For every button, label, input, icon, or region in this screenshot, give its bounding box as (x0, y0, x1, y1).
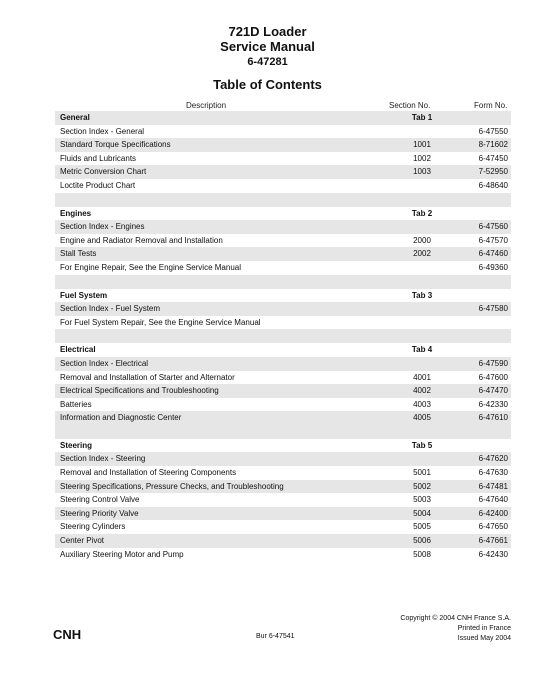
row-section-number: 1003 (413, 167, 431, 177)
section-tab: Tab 1 (411, 113, 433, 122)
row-section-number: 5004 (413, 508, 431, 518)
row-description: Removal and Installation of Steering Components (60, 468, 237, 478)
section-tab: Tab 2 (411, 208, 433, 218)
row-section-number: 2002 (413, 249, 431, 259)
row-description: Standard Torque Specifications (60, 140, 171, 150)
row-section-number: 1001 (413, 140, 431, 150)
table-row (55, 480, 511, 494)
row-form-number: 8-71602 (478, 140, 508, 150)
row-section-number: 4002 (413, 386, 431, 396)
table-row (55, 125, 511, 139)
row-description: Center Pivot (60, 536, 105, 546)
row-description: Metric Conversion Chart (60, 167, 147, 177)
row-description: Section Index - Steering (60, 454, 146, 464)
column-header-section: Section No. (389, 101, 431, 110)
row-section-number: 5003 (413, 495, 431, 505)
section-name: General (60, 113, 90, 122)
table-row (55, 452, 511, 466)
row-form-number: 6-47610 (478, 413, 508, 423)
printed-text: Printed in France (457, 625, 511, 632)
row-description: For Engine Repair, See the Engine Service Manual (60, 262, 241, 272)
section-name: Electrical (60, 345, 96, 355)
row-section-number: 1002 (413, 153, 431, 163)
row-description: Section Index - General (60, 126, 145, 136)
row-description: Steering Specifications, Pressure Checks, and Troubleshooting (60, 481, 284, 491)
section-spacer (55, 193, 511, 207)
table-row (55, 261, 511, 275)
row-form-number: 6-47580 (478, 304, 508, 314)
manual-title: Service Manual (220, 39, 315, 54)
manual-number: 6-47281 (247, 56, 288, 68)
section-tab: Tab 3 (411, 290, 433, 300)
table-row (55, 247, 511, 261)
column-header-form: Form No. (474, 101, 508, 110)
table-row (55, 411, 511, 425)
toc-title: Table of Contents (213, 77, 322, 92)
row-form-number: 6-47481 (478, 481, 508, 491)
row-section-number: 4003 (413, 399, 431, 409)
table-row (55, 302, 511, 316)
section-name: Steering (60, 440, 93, 450)
table-row (55, 152, 511, 166)
section-spacer (55, 329, 511, 343)
section-tab: Tab 5 (411, 440, 433, 450)
row-description: Stall Tests (60, 249, 97, 259)
row-form-number: 6-47650 (478, 522, 508, 532)
row-form-number: 6-48640 (478, 180, 508, 190)
row-section-number: 5008 (413, 549, 431, 559)
row-form-number: 6-47620 (478, 454, 508, 464)
row-description: Batteries (60, 399, 92, 409)
table-row (55, 220, 511, 234)
row-section-number: 4001 (413, 372, 431, 382)
row-form-number: 6-47661 (478, 536, 508, 546)
table-row (55, 466, 511, 480)
row-form-number: 6-47560 (478, 222, 508, 232)
issued-text: Issued May 2004 (457, 635, 511, 642)
table-row (55, 316, 511, 330)
table-row (55, 357, 511, 371)
row-description: Section Index - Electrical (60, 358, 149, 368)
row-form-number: 6-42430 (478, 549, 508, 559)
row-description: Removal and Installation of Starter and Alternator (60, 372, 235, 382)
row-form-number: 6-47460 (478, 249, 508, 259)
row-description: Fluids and Lubricants (60, 153, 137, 163)
row-section-number: 2000 (413, 235, 431, 245)
row-section-number: 5005 (413, 522, 431, 532)
section-spacer (55, 425, 511, 439)
section-name: Engines (60, 208, 92, 218)
table-row (55, 371, 511, 385)
row-form-number: 6-47450 (478, 153, 508, 163)
toc-table (55, 111, 511, 561)
row-section-number: 5001 (413, 468, 431, 478)
bur-number: Bur 6-47541 (256, 633, 295, 640)
row-section-number: 5006 (413, 536, 431, 546)
table-row (55, 507, 511, 521)
row-description: Loctite Product Chart (60, 180, 136, 190)
row-form-number: 6-47570 (478, 235, 508, 245)
row-description: Engine and Radiator Removal and Installation (60, 235, 223, 245)
row-description: For Fuel System Repair, See the Engine Service Manual (60, 317, 261, 327)
row-description: Section Index - Fuel System (60, 304, 161, 314)
row-description: Information and Diagnostic Center (60, 413, 182, 423)
model-title: 721D Loader (228, 24, 307, 39)
section-spacer (55, 275, 511, 289)
table-row (55, 165, 511, 179)
row-form-number: 6-47630 (478, 468, 508, 478)
row-section-number: 4005 (413, 413, 431, 423)
section-header-row (55, 439, 511, 453)
row-form-number: 6-47470 (478, 386, 508, 396)
table-row (55, 138, 511, 152)
copyright-text: Copyright © 2004 CNH France S.A. (400, 615, 511, 622)
row-form-number: 6-49360 (478, 262, 508, 272)
section-header-row (55, 111, 511, 125)
table-row (55, 520, 511, 534)
row-form-number: 6-42330 (478, 399, 508, 409)
cnh-logo: CNH (53, 627, 82, 642)
table-row (55, 548, 511, 562)
row-description: Auxiliary Steering Motor and Pump (60, 549, 184, 559)
row-form-number: 6-42400 (478, 508, 508, 518)
table-row (55, 534, 511, 548)
table-row (55, 234, 511, 248)
row-form-number: 7-52950 (478, 167, 508, 177)
row-description: Electrical Specifications and Troubleshooting (60, 386, 219, 396)
row-description: Steering Cylinders (60, 522, 126, 532)
table-row (55, 398, 511, 412)
section-header-row (55, 289, 511, 303)
section-name: Fuel System (60, 290, 108, 300)
row-description: Section Index - Engines (60, 222, 145, 232)
table-row (55, 493, 511, 507)
section-header-row (55, 207, 511, 221)
table-row (55, 179, 511, 193)
row-form-number: 6-47640 (478, 495, 508, 505)
section-tab: Tab 4 (411, 345, 433, 355)
row-description: Steering Control Valve (60, 495, 140, 505)
row-form-number: 6-47600 (478, 372, 508, 382)
table-row (55, 384, 511, 398)
column-header-description: Description (186, 101, 227, 110)
section-header-row (55, 343, 511, 357)
row-form-number: 6-47550 (478, 126, 508, 136)
row-description: Steering Priority Valve (60, 508, 139, 518)
row-form-number: 6-47590 (478, 358, 508, 368)
row-section-number: 5002 (413, 481, 431, 491)
